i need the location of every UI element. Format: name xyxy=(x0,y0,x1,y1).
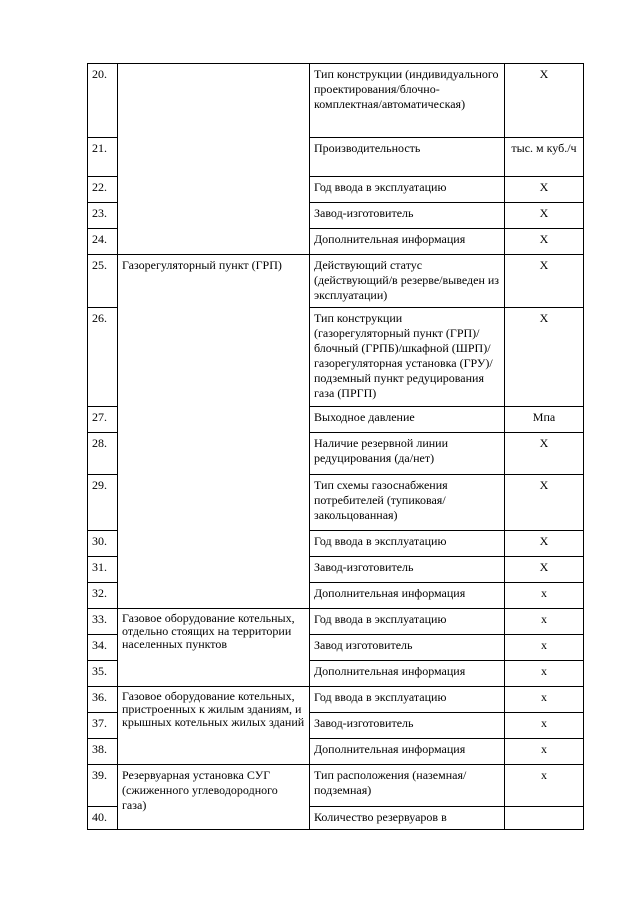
parameter-cell: Год ввода в эксплуатацию xyxy=(310,687,505,713)
object-cell: Газовое оборудование котельных, пристроенных к жилым зданиям, и крышных котельных жилых зданий xyxy=(118,687,310,765)
object-cell xyxy=(118,433,310,475)
unit-cell: Х xyxy=(505,308,584,407)
unit-cell: Х xyxy=(505,203,584,229)
row-number: 32. xyxy=(88,583,118,609)
unit-cell: Х xyxy=(505,64,584,138)
parameter-cell: Количество резервуаров в xyxy=(310,807,505,830)
object-cell xyxy=(118,229,310,255)
row-number: 25. xyxy=(88,255,118,308)
unit-cell: Х xyxy=(505,531,584,557)
unit-cell: х xyxy=(505,635,584,661)
table-row xyxy=(88,407,584,433)
row-number: 26. xyxy=(88,308,118,407)
row-number: 38. xyxy=(88,739,118,765)
object-cell: Газорегуляторный пункт (ГРП) xyxy=(118,255,310,308)
row-number: 37. xyxy=(88,713,118,739)
unit-cell: х xyxy=(505,609,584,635)
table-row xyxy=(88,475,584,531)
unit-cell: Х xyxy=(505,557,584,583)
object-cell xyxy=(118,203,310,229)
row-number: 34. xyxy=(88,635,118,661)
table-row xyxy=(88,229,584,255)
row-number: 31. xyxy=(88,557,118,583)
unit-cell: Х xyxy=(505,475,584,531)
object-cell xyxy=(118,138,310,177)
parameter-cell: Дополнительная информация xyxy=(310,583,505,609)
object-cell xyxy=(118,475,310,531)
row-number: 23. xyxy=(88,203,118,229)
parameter-cell: Завод-изготовитель xyxy=(310,557,505,583)
table-row xyxy=(88,64,584,138)
parameter-cell: Тип конструкции (индивидуального проектирования/блочно-комплектная/автоматическая) xyxy=(310,64,505,138)
row-number: 27. xyxy=(88,407,118,433)
object-cell xyxy=(118,531,310,557)
unit-cell: х xyxy=(505,765,584,807)
object-cell xyxy=(118,64,310,138)
parameter-cell: Действующий статус (действующий/в резерве/выведен из эксплуатации) xyxy=(310,255,505,308)
parameter-cell: Дополнительная информация xyxy=(310,739,505,765)
table-row xyxy=(88,687,584,713)
object-cell xyxy=(118,557,310,583)
parameter-cell: Тип конструкции (газорегуляторный пункт (ГРП)/блочный (ГРПБ)/шкафной (ШРП)/газорегуляторная установка (ГРУ)/подземный пункт редуцирования газа (ПРГП) xyxy=(310,308,505,407)
parameter-cell: Производительность xyxy=(310,138,505,177)
row-number: 36. xyxy=(88,687,118,713)
table-row xyxy=(88,531,584,557)
parameter-cell: Наличие резервной линии редуцирования (да/нет) xyxy=(310,433,505,475)
table-row xyxy=(88,557,584,583)
row-number: 40. xyxy=(88,807,118,830)
parameter-cell: Выходное давление xyxy=(310,407,505,433)
object-cell xyxy=(118,583,310,609)
row-number: 29. xyxy=(88,475,118,531)
unit-cell: х xyxy=(505,687,584,713)
unit-cell: х xyxy=(505,713,584,739)
object-cell xyxy=(118,308,310,407)
unit-cell: х xyxy=(505,661,584,687)
table-row xyxy=(88,433,584,475)
row-number: 35. xyxy=(88,661,118,687)
unit-cell: тыс. м куб./ч xyxy=(505,138,584,177)
object-cell xyxy=(118,407,310,433)
parameter-cell: Завод-изготовитель xyxy=(310,203,505,229)
table-row xyxy=(88,138,584,177)
table-row xyxy=(88,583,584,609)
table-row xyxy=(88,177,584,203)
row-number: 33. xyxy=(88,609,118,635)
unit-cell: Х xyxy=(505,177,584,203)
parameter-cell: Год ввода в эксплуатацию xyxy=(310,609,505,635)
table-row xyxy=(88,765,584,807)
parameter-cell: Дополнительная информация xyxy=(310,229,505,255)
object-cell: Резервуарная установка СУГ (сжиженного углеводородного газа) xyxy=(118,765,310,830)
row-number: 28. xyxy=(88,433,118,475)
unit-cell xyxy=(505,807,584,830)
table-row xyxy=(88,609,584,635)
table-row xyxy=(88,308,584,407)
unit-cell: Мпа xyxy=(505,407,584,433)
parameter-cell: Тип расположения (наземная/подземная) xyxy=(310,765,505,807)
parameter-cell: Завод-изготовитель xyxy=(310,713,505,739)
row-number: 20. xyxy=(88,64,118,138)
parameter-cell: Год ввода в эксплуатацию xyxy=(310,177,505,203)
table-row xyxy=(88,203,584,229)
unit-cell: х xyxy=(505,583,584,609)
unit-cell: Х xyxy=(505,229,584,255)
row-number: 21. xyxy=(88,138,118,177)
unit-cell: х xyxy=(505,739,584,765)
parameter-cell: Завод изготовитель xyxy=(310,635,505,661)
parameter-cell: Тип схемы газоснабжения потребителей (тупиковая/закольцованная) xyxy=(310,475,505,531)
row-number: 22. xyxy=(88,177,118,203)
parameter-cell: Год ввода в эксплуатацию xyxy=(310,531,505,557)
data-table xyxy=(87,63,584,830)
object-cell: Газовое оборудование котельных, отдельно стоящих на территории населенных пунктов xyxy=(118,609,310,687)
table-row xyxy=(88,255,584,308)
object-cell xyxy=(118,177,310,203)
unit-cell: Х xyxy=(505,255,584,308)
row-number: 24. xyxy=(88,229,118,255)
row-number: 39. xyxy=(88,765,118,807)
parameter-cell: Дополнительная информация xyxy=(310,661,505,687)
row-number: 30. xyxy=(88,531,118,557)
unit-cell: Х xyxy=(505,433,584,475)
